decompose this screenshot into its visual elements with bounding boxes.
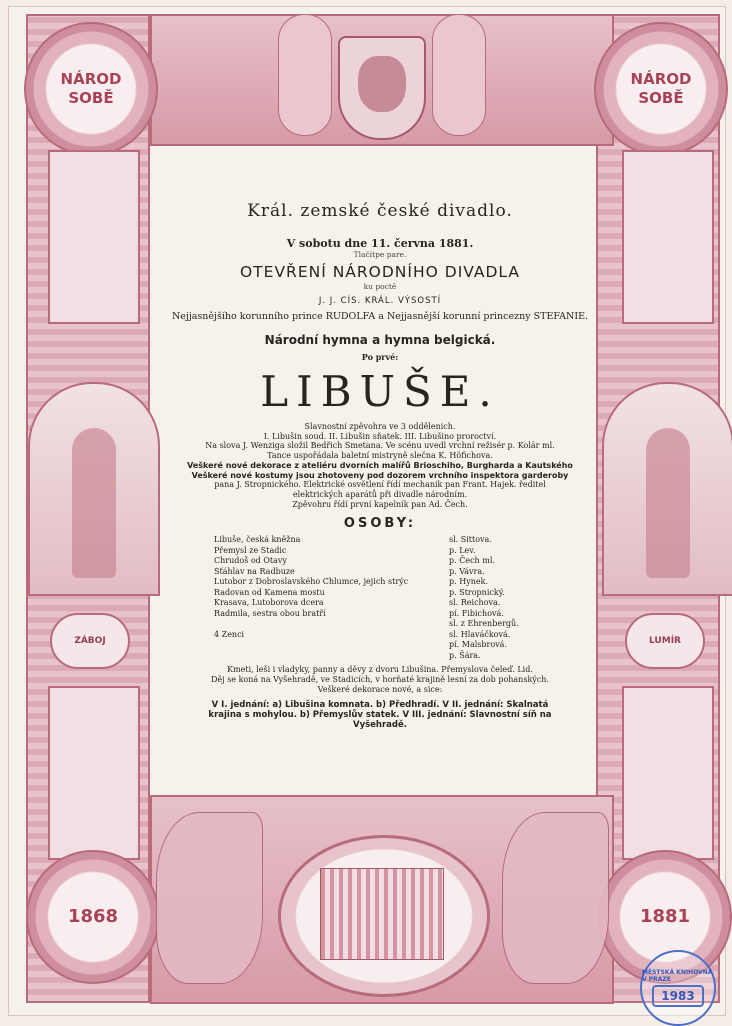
- cast-actor: p. Čech ml.: [449, 556, 495, 566]
- left-angel-panel-top: [48, 150, 140, 324]
- right-angel-panel-top: [622, 150, 714, 324]
- performance-date: V sobotu dne 11. června 1881.: [286, 236, 474, 250]
- cast-actor: sl. z Ehrenbergů.: [449, 619, 519, 629]
- zaboj-plaque: [50, 613, 130, 669]
- right-statue-niche: [602, 382, 732, 596]
- cast-role: Libuše, česká kněžna: [214, 535, 301, 545]
- dedication-line: Nejjasnějšího korunního prince RUDOLFA a Nejjasnější korunní princezny STEFANIE.: [171, 310, 589, 322]
- cast-actor: p. Stropnický.: [449, 587, 505, 597]
- royal-highness-line: J. J. CÍS. KRÁL. VÝSOSTÍ: [318, 296, 442, 307]
- cast-row: [214, 619, 544, 630]
- cast-row: [214, 588, 544, 599]
- acts-line: V I. jednání: a) Libušina komnata. b) Předhradí. V II. jednání: Skalnatá: [211, 699, 549, 710]
- cast-row: [214, 546, 544, 557]
- left-statue-niche: [28, 382, 160, 596]
- anthems-line: Národní hymna a hymna belgická.: [264, 333, 496, 348]
- narod-sobe-medallion-left: [24, 22, 158, 156]
- cast-role: Radmila, sestra obou bratří: [214, 608, 326, 618]
- cast-role: Krasava, Lutoborova dcera: [214, 598, 324, 608]
- acts-section: [154, 700, 606, 731]
- description-line: Slavnostní zpěvohra ve 3 oddělenich.: [304, 421, 456, 431]
- cast-actor: p. Šára.: [449, 650, 481, 660]
- cast-row: [214, 577, 544, 588]
- cast-role: Přemysl ze Stadic: [214, 545, 287, 555]
- cast-actor: p. Hynek.: [449, 577, 488, 587]
- cast-role: Chrudoš od Otavy: [214, 556, 287, 566]
- medallion-text-left: NÁROD SOBĚ: [60, 70, 122, 107]
- acts-line: krajina s mohylou. b) Přemyslův statek. V III. jednání: Slavnostní síň na: [208, 710, 552, 721]
- cast-actor: p. Lev.: [449, 545, 476, 555]
- description-line: Tance uspořádala baletní mistryně slečna K. Höfichova.: [267, 451, 493, 461]
- cast-note: Děj se koná na Vyšehradě, ve Stadicích, v horňaté krajině lesní za dob pohanských.: [211, 675, 549, 685]
- cast-row: [214, 630, 544, 641]
- bohemian-lion-shield: [338, 36, 426, 140]
- cast-notes: [154, 665, 606, 694]
- cast-role: Šťáhlav na Radbuze: [214, 566, 295, 576]
- description-line: Veškeré nové dekorace z ateliéru dvorních malířů Brioschiho, Burgharda a Kautského: [187, 460, 573, 470]
- left-griffin-illustration: [156, 812, 263, 984]
- left-cherub-illustration: [278, 14, 332, 136]
- cast-role: Lutobor z Dobroslavského Chlumce, jejich strýc: [214, 577, 409, 587]
- zaboj-label: ZÁBOJ: [74, 636, 106, 646]
- cast-role: [214, 651, 449, 662]
- medallion-text-right: NÁROD SOBĚ: [630, 70, 692, 107]
- opera-description: [154, 422, 606, 510]
- description-line: pana J. Stropnického. Elektrické osvětlení řídí mechanik pan Frant. Hajek. ředitel: [214, 480, 546, 490]
- right-cherub-illustration: [432, 14, 486, 136]
- cast-actor: sl. Hlaváčková.: [449, 629, 511, 639]
- description-line: I. Libušin soud. II. Libušin sňatek. III. Libušino proroctví.: [263, 431, 497, 441]
- opening-title: OTEVŘENÍ NÁRODNÍHO DIVADLA: [239, 263, 521, 282]
- cast-actor: pí. Fibichová.: [449, 608, 504, 618]
- year-medallion-left: [26, 850, 160, 984]
- right-griffin-illustration: [502, 812, 609, 984]
- cast-role: [214, 640, 449, 651]
- description-line: Veškeré nové kostumy jsou zhotoveny pod dozorem vrchního inspektora garderoby: [191, 470, 569, 480]
- description-line: Zpěvohru řídí první kapelník pan Ad. Čech.: [292, 499, 468, 509]
- lumir-label: LUMÍR: [649, 636, 681, 646]
- ticket-note: Tlačítpe pare.: [353, 250, 407, 260]
- cast-actor: pí. Malsbrová.: [449, 640, 507, 650]
- cast-row: [214, 556, 544, 567]
- year-1881: 1881: [639, 905, 691, 927]
- playbill-content: [154, 145, 606, 795]
- stamp-year: 1983: [652, 985, 703, 1007]
- cast-row: [214, 567, 544, 578]
- opera-title: LIBUŠE.: [260, 366, 500, 416]
- acts-line: Vyšehradě.: [352, 720, 407, 731]
- first-performance-label: Po prvé:: [361, 351, 399, 362]
- cast-row: [214, 535, 544, 546]
- description-line: Na slova J. Wenziga složil Bedřich Smetana. Ve scénu uvedl vrchní režisér p. Kolár ml.: [205, 441, 555, 451]
- cast-role: 4 Ženci: [214, 629, 245, 639]
- cast-row: [214, 609, 544, 620]
- cast-row: [214, 651, 544, 662]
- theatre-name: Král. zemské české divadlo.: [247, 201, 513, 221]
- warrior-statue-icon: [72, 428, 116, 578]
- description-line: elektrických aparátů při divadle národním.: [292, 490, 468, 500]
- library-stamp: [640, 950, 716, 1026]
- cast-actor: sl. Reichova.: [449, 598, 501, 608]
- prophetess-statue-icon: [646, 428, 690, 578]
- narod-sobe-medallion-right: [594, 22, 728, 156]
- cast-actor: p. Vávra.: [449, 566, 485, 576]
- occasion-label: ku poctě: [363, 282, 397, 292]
- right-angel-panel-bottom: [622, 686, 714, 860]
- lumir-plaque: [625, 613, 705, 669]
- lion-icon: [358, 56, 406, 112]
- cast-row: [214, 640, 544, 651]
- cast-list: [214, 535, 544, 661]
- cast-role: [214, 619, 449, 630]
- year-1868: 1868: [67, 905, 119, 927]
- national-theatre-building-illustration: [320, 868, 444, 960]
- cast-actor: sl. Sittova.: [449, 535, 492, 545]
- cast-role: Radovan od Kamena mostu: [214, 587, 325, 597]
- left-angel-panel-bottom: [48, 686, 140, 860]
- cast-note: Veškeré dekorace nové, a sice:: [317, 684, 443, 694]
- cast-row: [214, 598, 544, 609]
- cast-note: Kmeti, leši i vladyky, panny a děvy z dvoru Libušina. Přemyslova čeleď. Lid.: [227, 665, 533, 675]
- stamp-text: MĚSTSKÁ KNIHOVNA V PRAZE: [642, 969, 713, 983]
- cast-heading: OSOBY:: [343, 515, 417, 531]
